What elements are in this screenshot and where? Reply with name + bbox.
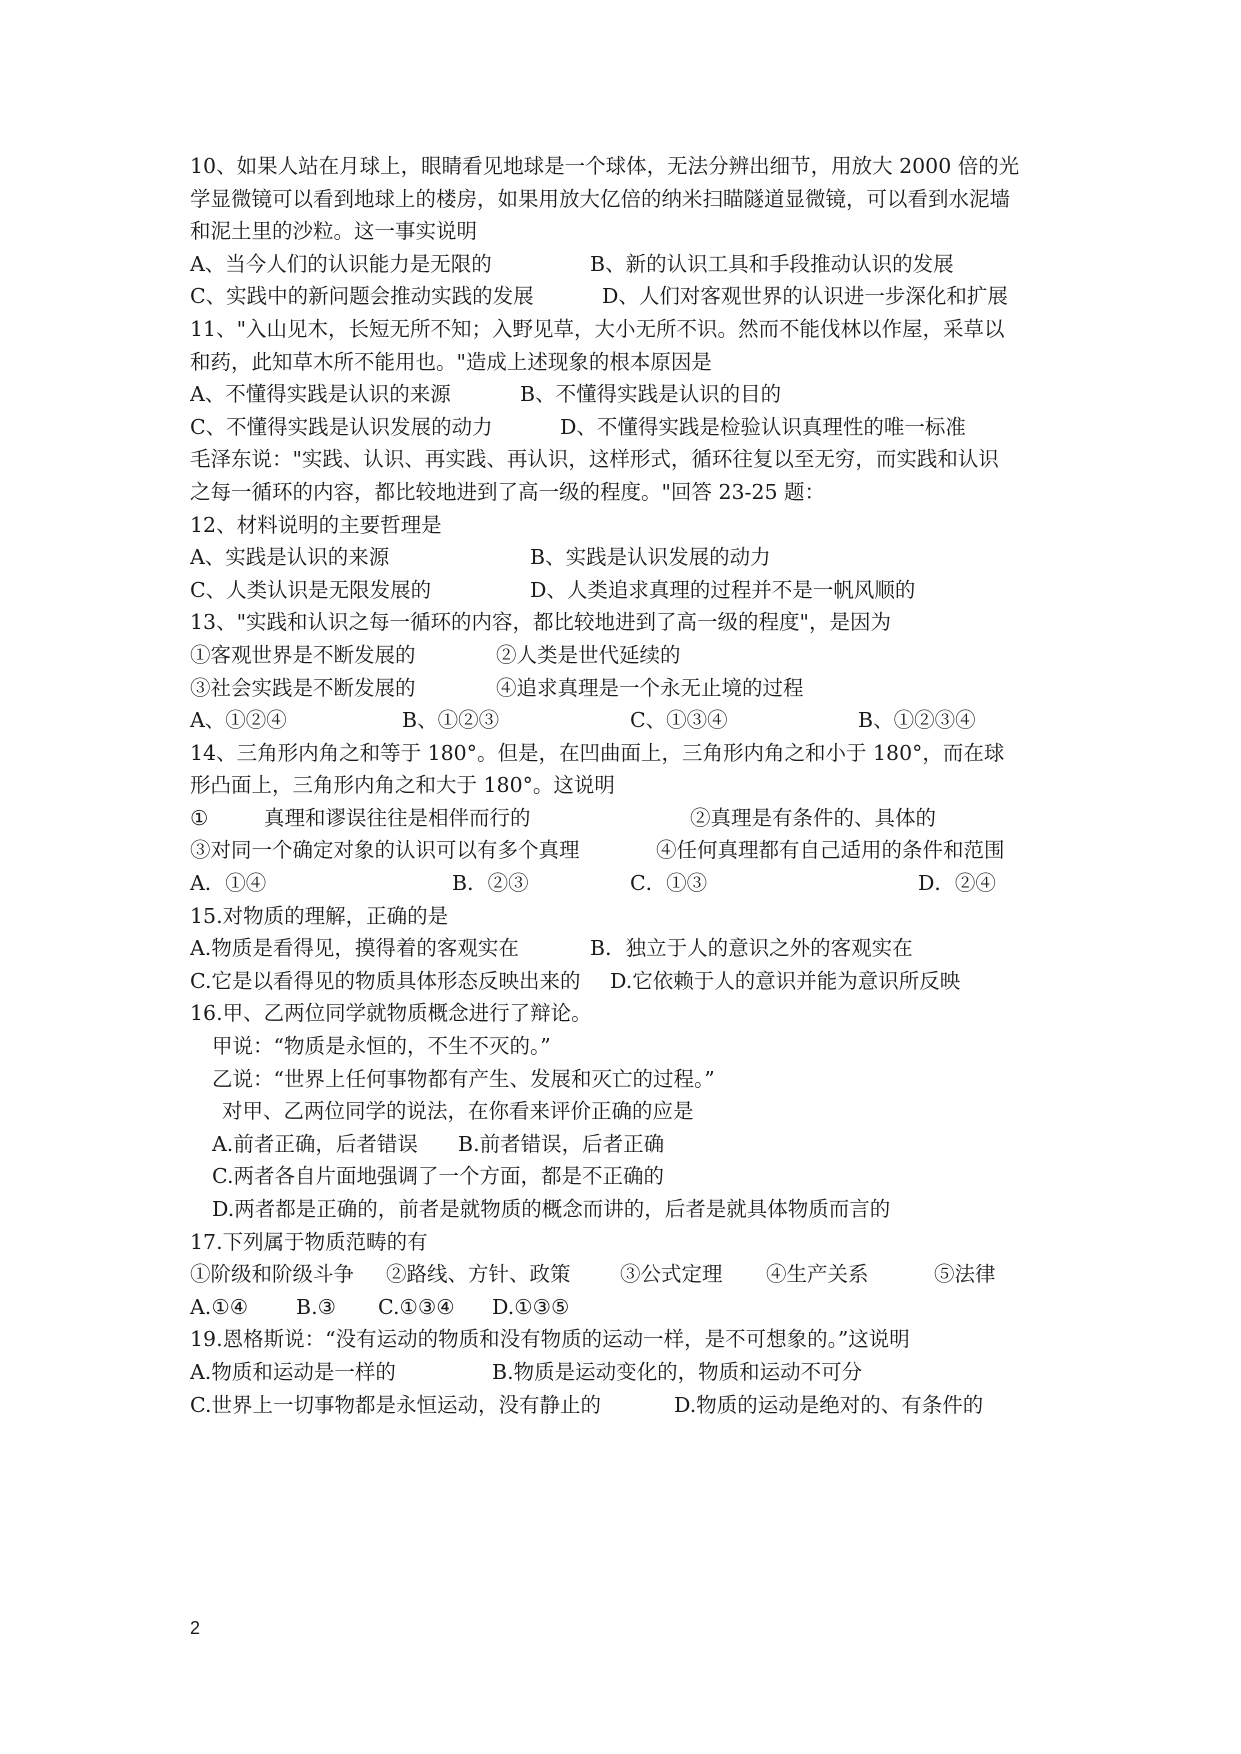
q10-options-row-2 <box>190 280 1070 313</box>
q17-statements-row <box>190 1258 1070 1291</box>
q16-option-a: A.前者正确，后者错误 <box>212 1131 418 1156</box>
q13-option-b: B、①②③ <box>402 708 500 733</box>
q19-options-row-2 <box>190 1389 1070 1422</box>
material-line-2: 之每一循环的内容，都比较地进到了高一级的程度。"回答 23-25 题： <box>190 479 826 504</box>
q19-option-d: D.物质的运动是绝对的、有条件的 <box>674 1392 984 1417</box>
q14-option-a: A．①④ <box>190 871 267 896</box>
q11-option-b: B、不懂得实践是认识的目的 <box>520 382 782 407</box>
q17-option-a: A.①④ <box>190 1294 249 1319</box>
q15-stem: 15.对物质的理解，正确的是 <box>190 903 449 928</box>
q14-statements-row-2 <box>190 834 1070 867</box>
q10-option-a: A、当今人们的认识能力是无限的 <box>190 251 492 276</box>
q15-option-d: D.它依赖于人的意识并能为意识所反映 <box>610 968 961 993</box>
q19-stem: 19.恩格斯说：“没有运动的物质和没有物质的运动一样，是不可想象的。”这说明 <box>190 1327 910 1352</box>
q17-option-b: B.③ <box>296 1294 336 1319</box>
q19-option-a: A.物质和运动是一样的 <box>190 1359 396 1384</box>
q14-option-d: D．②④ <box>918 871 996 896</box>
q14-statements-row-1 <box>190 802 1070 835</box>
q15-option-c: C.它是以看得见的物质具体形态反映出来的 <box>190 968 581 993</box>
q12-option-c: C、人类认识是无限发展的 <box>190 577 432 602</box>
q13-stem: 13、"实践和认识之每一循环的内容，都比较地进到了高一级的程度"，是因为 <box>190 610 891 635</box>
q17-statement-4: ④生产关系 <box>766 1262 869 1287</box>
q16-jia-statement: 甲说：“物质是永恒的，不生不灭的。” <box>212 1034 551 1059</box>
q10-option-b: B、新的认识工具和手段推动认识的发展 <box>590 251 954 276</box>
q13-statement-3: ③社会实践是不断发展的 <box>190 675 416 700</box>
q16-option-b: B.前者错误，后者正确 <box>458 1131 665 1156</box>
q17-statement-1: ①阶级和阶级斗争 <box>190 1262 354 1287</box>
q19-options-row-1 <box>190 1356 1070 1389</box>
q14-statement-1-number: ① <box>190 805 209 830</box>
q11-option-d: D、不懂得实践是检验认识真理性的唯一标准 <box>560 414 966 439</box>
q11-stem-line-1: 11、"入山见木，长短无所不知；入野见草，大小无所不识。然而不能伐林以作屋，采草以 <box>190 316 1005 341</box>
q16-option-d: D.两者都是正确的，前者是就物质的概念而讲的，后者是就具体物质而言的 <box>212 1197 891 1221</box>
q13-option-a: A、①②④ <box>190 708 287 733</box>
q13-statements-row-1 <box>190 639 1070 672</box>
q12-option-b: B、实践是认识发展的动力 <box>530 545 771 570</box>
q10-stem-line-1: 10、如果人站在月球上，眼睛看见地球是一个球体，无法分辨出细节，用放大 2000 倍的光 <box>190 154 1020 178</box>
q17-option-d: D.①③⑤ <box>492 1294 570 1319</box>
q11-stem-line-2: 和药，此知草木所不能用也。"造成上述现象的根本原因是 <box>190 349 712 374</box>
q13-statement-1: ①客观世界是不断发展的 <box>190 642 416 667</box>
q12-option-d: D、人类追求真理的过程并不是一帆风顺的 <box>530 577 916 602</box>
q17-statement-2: ②路线、方针、政策 <box>386 1262 571 1287</box>
q14-statement-1: 真理和谬误往往是相伴而行的 <box>264 805 531 830</box>
q16-options-row-1 <box>190 1128 1070 1161</box>
q14-options-row <box>190 867 1070 900</box>
q13-options-row <box>190 704 1070 737</box>
q16-question: 对甲、乙两位同学的说法，在你看来评价正确的应是 <box>222 1099 694 1124</box>
q10-options-row-1 <box>190 248 1070 281</box>
q19-option-c: C.世界上一切事物都是永恒运动，没有静止的 <box>190 1392 601 1417</box>
q16-stem: 16.甲、乙两位同学就物质概念进行了辩论。 <box>190 1001 592 1026</box>
q13-option-d: B、①②③④ <box>858 708 976 733</box>
q12-option-a: A、实践是认识的来源 <box>190 545 390 570</box>
q13-option-c: C、①③④ <box>630 708 728 733</box>
q15-option-a: A.物质是看得见，摸得着的客观实在 <box>190 936 519 961</box>
q19-option-b: B.物质是运动变化的，物质和运动不可分 <box>492 1359 863 1384</box>
q14-stem-line-1: 14、三角形内角之和等于 180°。但是，在凹曲面上，三角形内角之和小于 180°，而在球 <box>190 740 1005 765</box>
q13-statements-row-2 <box>190 672 1070 705</box>
question-list <box>190 150 1070 1421</box>
q16-option-c: C.两者各自片面地强调了一个方面，都是不正确的 <box>212 1164 664 1189</box>
q17-stem: 17.下列属于物质范畴的有 <box>190 1229 428 1254</box>
q10-stem-line-2: 学显微镜可以看到地球上的楼房，如果用放大亿倍的纳米扫瞄隧道显微镜，可以看到水泥墙 <box>190 186 1010 211</box>
q13-statement-2: ②人类是世代延续的 <box>496 642 681 667</box>
q10-option-c: C、实践中的新问题会推动实践的发展 <box>190 284 534 309</box>
q17-statement-5: ⑤法律 <box>934 1262 996 1287</box>
q11-options-row-1 <box>190 378 1070 411</box>
q12-options-row-2 <box>190 574 1070 607</box>
material-line-1: 毛泽东说："实践、认识、再实践、再认识，这样形式，循环往复以至无穷，而实践和认识 <box>190 447 999 472</box>
q17-statement-3: ③公式定理 <box>620 1262 723 1287</box>
q17-options-row <box>190 1291 1070 1324</box>
q13-statement-4: ④追求真理是一个永无止境的过程 <box>496 675 804 700</box>
q11-option-a: A、不懂得实践是认识的来源 <box>190 382 451 407</box>
q14-stem-line-2: 形凸面上，三角形内角之和大于 180°。这说明 <box>190 773 615 798</box>
q12-stem: 12、材料说明的主要哲理是 <box>190 512 442 537</box>
page-number: 2 <box>190 1618 201 1638</box>
q17-option-c: C.①③④ <box>378 1294 455 1319</box>
q14-statement-4: ④任何真理都有自己适用的条件和范围 <box>656 838 1005 863</box>
q15-option-b: B．独立于人的意识之外的客观实在 <box>590 936 913 961</box>
q14-statement-3: ③对同一个确定对象的认识可以有多个真理 <box>190 838 580 863</box>
q12-options-row-1 <box>190 541 1070 574</box>
q14-statement-2: ②真理是有条件的、具体的 <box>690 805 936 830</box>
q15-options-row-1 <box>190 932 1070 965</box>
q10-option-d: D、人们对客观世界的认识进一步深化和扩展 <box>602 284 1008 309</box>
q15-options-row-2 <box>190 965 1070 998</box>
q11-option-c: C、不懂得实践是认识发展的动力 <box>190 414 493 439</box>
q14-option-c: C．①③ <box>630 871 708 896</box>
q10-stem-line-3: 和泥土里的沙粒。这一事实说明 <box>190 219 477 244</box>
q11-options-row-2 <box>190 411 1070 444</box>
q16-yi-statement: 乙说：“世界上任何事物都有产生、发展和灭亡的过程。” <box>212 1066 715 1091</box>
q14-option-b: B．②③ <box>452 871 529 896</box>
